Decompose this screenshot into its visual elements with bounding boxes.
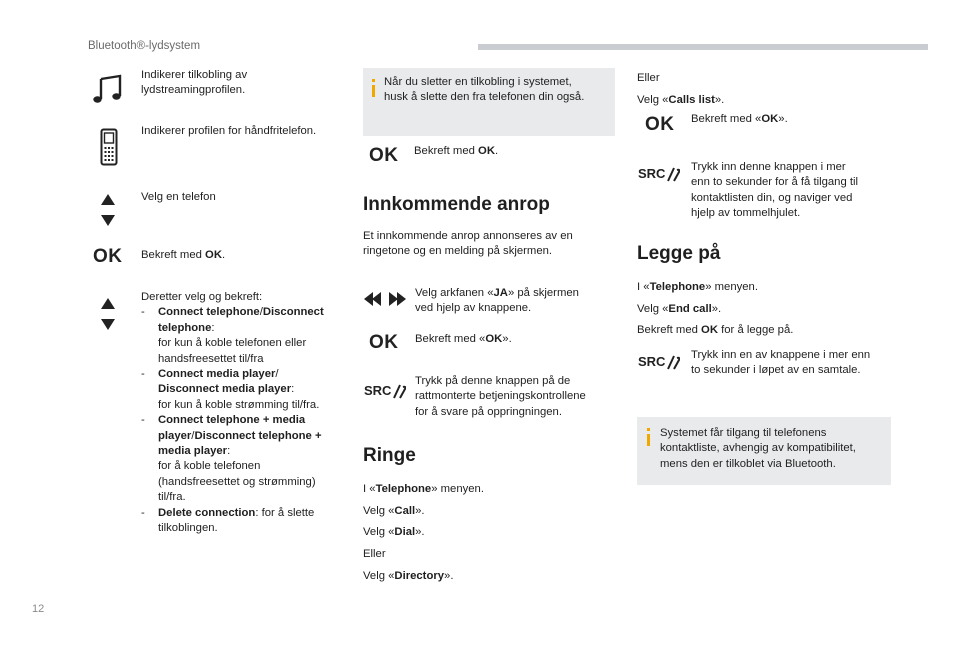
call-steps: I «Telephone» menyen. Velg «Call». Velg «Dial». Eller Velg «Directory».: [363, 483, 484, 582]
info-box-delete: [363, 68, 615, 136]
heading-incoming-call: Innkommende anrop: [363, 194, 550, 215]
music-desc-line2: lydstreamingprofilen.: [141, 84, 246, 97]
confirm-ok-text: Bekreft med OK.: [414, 145, 499, 157]
src-button-icon: [638, 164, 680, 184]
heading-hang-up: Legge på: [637, 243, 721, 264]
then-select-text: Deretter velg og bekreft:: [141, 291, 263, 303]
select-tab-text: Velg arkfanen «JA» på skjermen ved hjelp av knappene.: [415, 287, 579, 315]
svg-text:SRC: SRC: [638, 166, 666, 181]
src-hangup-text: Trykk inn en av knappene i mer enn to sekunder i løpet av en samtale.: [691, 349, 871, 377]
incoming-call-text: Et innkommende anrop annonseres av en ringetone og en melding på skjermen.: [363, 230, 573, 258]
src-contacts-text: Trykk inn denne knappen i mer enn to sekunder for å få tilgang til kontaktlisten din, og naviger ved hjelp av tommelhjulet.: [691, 161, 859, 220]
ok-button-icon: OK: [369, 145, 399, 166]
select-phone-text: Velg en telefon: [141, 191, 216, 203]
ok-button-icon: OK: [93, 246, 123, 267]
ok-button-icon: OK: [369, 332, 399, 353]
page-number: 12: [32, 603, 45, 615]
calls-list-steps: Eller Velg «Calls list».: [637, 72, 725, 106]
connection-options: [141, 290, 351, 537]
ok-button-icon: OK: [645, 114, 675, 135]
info-text: Når du sletter en tilkobling i systemet, husk å slette den fra telefonen din også.: [384, 76, 585, 104]
src-button-icon: [364, 381, 406, 401]
svg-text:SRC: SRC: [638, 354, 666, 369]
info-box-contacts: [637, 417, 891, 485]
svg-text:SRC: SRC: [364, 383, 392, 398]
heading-call: Ringe: [363, 445, 416, 466]
prev-next-arrows-icon: [364, 291, 406, 307]
list-item: - Connect telephone + media player/Disconnect telephone + media player: for å koble telefonen (handsfreesettet og strømming) til/fra.: [141, 414, 322, 504]
phone-profile-text: Indikerer profilen for håndfritelefon.: [141, 125, 317, 137]
music-profile-text: [141, 68, 247, 99]
confirm-ok-text: Bekreft med «OK».: [691, 113, 788, 125]
confirm-ok-text: Bekreft med OK.: [141, 249, 226, 261]
confirm-ok-text: Bekreft med «OK».: [415, 333, 512, 345]
list-item: - Connect telephone/Disconnect telephone: for kun å koble telefonen eller handsfreesettet til/fra: [141, 306, 324, 365]
music-note-icon: [92, 74, 124, 104]
src-answer-text: Trykk på denne knappen på de rattmonterte betjeningskontrollene for å svare på oppringningen.: [415, 375, 586, 418]
src-button-icon: [638, 352, 680, 372]
info-icon: [372, 85, 375, 97]
header-bar: [478, 44, 928, 50]
hang-up-steps: I «Telephone» menyen. Velg «End call». Bekreft med OK for å legge på.: [637, 281, 794, 337]
list-item: - Delete connection: for å slette tilkoblingen.: [141, 506, 315, 535]
info-text: Systemet får tilgang til telefonens kontaktliste, avhengig av kompatibilitet, mens den er tilkoblet via Bluetooth.: [660, 427, 856, 470]
mobile-phone-icon: [100, 128, 118, 166]
list-item: - Connect media player/ Disconnect media player: for kun å koble strømming til/fra.: [141, 368, 320, 411]
info-icon: [647, 434, 650, 446]
up-down-arrows-icon: [100, 297, 116, 331]
section-title: Bluetooth®-lydsystem: [88, 40, 201, 52]
up-down-arrows-icon: [100, 193, 116, 227]
music-desc-line1: Indikerer tilkobling av: [141, 69, 248, 81]
